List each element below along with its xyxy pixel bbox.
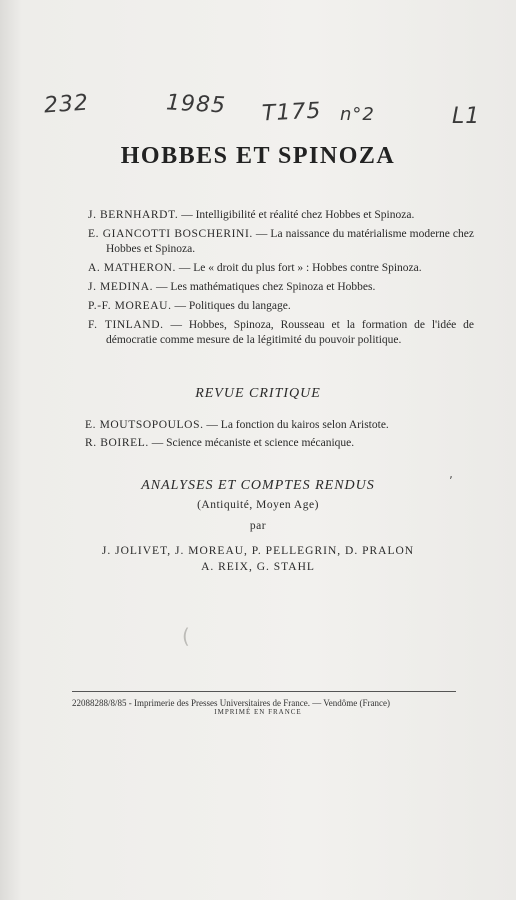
article-entry bbox=[88, 261, 474, 276]
handwritten-note-number: n°2 bbox=[340, 104, 375, 125]
contents-list bbox=[88, 208, 474, 352]
review-entry bbox=[85, 418, 445, 433]
handwritten-note-tome: T175 bbox=[261, 98, 323, 127]
article-title: — La naissance du matérialisme moderne chez Hobbes et Spinoza. bbox=[106, 228, 474, 255]
review-title: — Science mécaniste et science mécanique. bbox=[148, 437, 355, 449]
analyses-heading: ANALYSES ET COMPTES RENDUS bbox=[141, 478, 375, 493]
article-title: — Le « droit du plus fort » : Hobbes contre Spinoza. bbox=[176, 262, 422, 274]
article-author: J. MEDINA. bbox=[88, 281, 154, 293]
article-author: A. MATHERON. bbox=[88, 262, 177, 274]
article-entry bbox=[88, 227, 474, 257]
review-entry bbox=[85, 436, 445, 451]
pencil-mark: ʼ bbox=[449, 474, 453, 488]
handwritten-note-232: 232 bbox=[43, 90, 90, 119]
handwritten-note-year: 1985 bbox=[165, 90, 227, 119]
article-title: — Intelligibilité et réalité chez Hobbes et Spinoza. bbox=[178, 209, 415, 221]
article-author: P.-F. MOREAU. bbox=[88, 300, 172, 312]
analyses-subtitle: (Antiquité, Moyen Age) bbox=[197, 499, 319, 511]
page-title: HOBBES ET SPINOZA bbox=[120, 143, 396, 169]
review-author: E. MOUTSOPOULOS. bbox=[85, 419, 204, 431]
article-entry bbox=[88, 318, 474, 348]
article-entry bbox=[88, 299, 474, 314]
analyses-authors-line-1: J. JOLIVET, J. MOREAU, P. PELLEGRIN, D. PRALON bbox=[101, 545, 415, 557]
revue-critique-list bbox=[85, 418, 445, 454]
revue-critique-heading: REVUE CRITIQUE bbox=[195, 386, 321, 401]
article-title: — Les mathématiques chez Spinoza et Hobbes. bbox=[153, 281, 376, 293]
analyses-par: par bbox=[249, 520, 267, 532]
colophon-line: 22088288/8/85 - Imprimerie des Presses Universitaires de France. — Vendôme (France) bbox=[72, 698, 391, 708]
article-entry bbox=[88, 208, 474, 223]
imprime-en-france: IMPRIMÉ EN FRANCE bbox=[214, 708, 302, 716]
article-author: F. TINLAND. bbox=[88, 319, 164, 331]
article-author: J. BERNHARDT. bbox=[88, 209, 179, 221]
review-author: R. BOIREL. bbox=[85, 437, 149, 449]
pencil-mark: ( bbox=[182, 624, 190, 648]
review-title: — La fonction du kairos selon Aristote. bbox=[203, 419, 389, 431]
handwritten-note-l1: L1 bbox=[452, 104, 481, 129]
colophon-rule bbox=[72, 691, 456, 692]
article-author: E. GIANCOTTI BOSCHERINI. bbox=[88, 228, 253, 240]
analyses-authors-line-2: A. REIX, G. STAHL bbox=[201, 561, 315, 573]
article-title: — Hobbes, Spinoza, Rousseau et la formation de l'idée de démocratie comme mesure de la légitimité du pouvoir politique. bbox=[106, 319, 475, 346]
article-entry bbox=[88, 280, 474, 295]
article-title: — Politiques du langage. bbox=[171, 300, 291, 312]
